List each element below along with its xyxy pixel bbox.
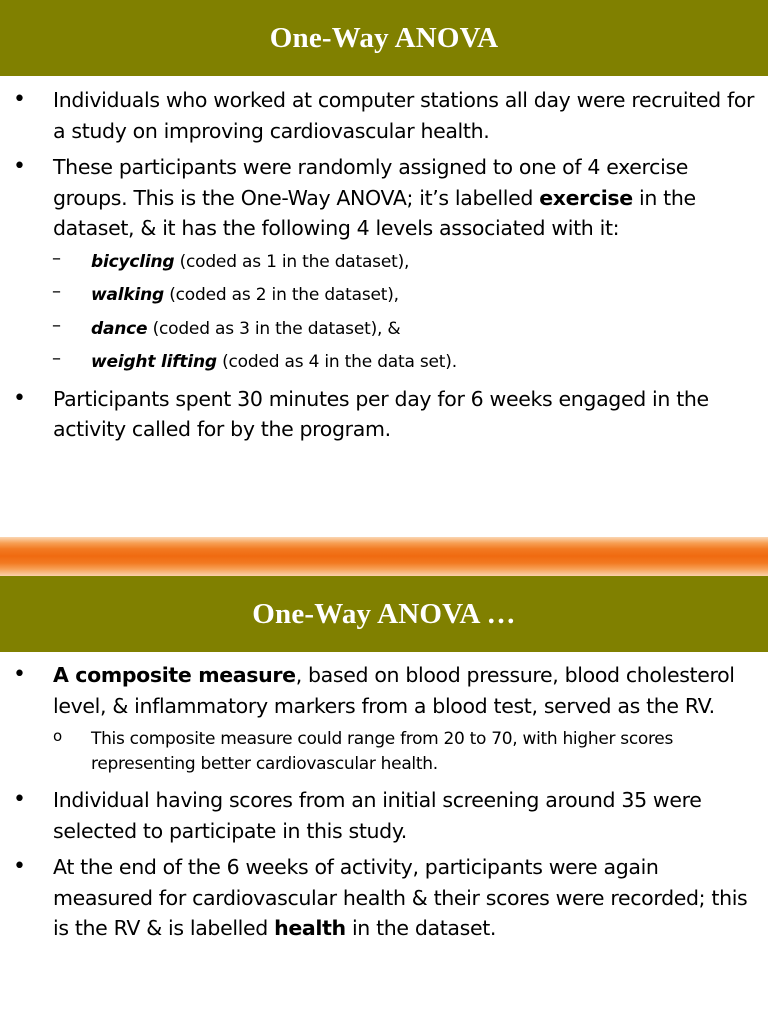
bullet-text: These participants were randomly assigned to one of 4 exercise groups. This is the One-Way ANOVA; it’s labelled	[53, 155, 689, 210]
slide-2-title: One-Way ANOVA …	[252, 597, 516, 630]
slide-1-title-bar	[0, 0, 768, 76]
bullet-dot: •	[13, 854, 26, 879]
bullet-text: Individual having scores from an initial screening around 35 were selected to participate in this study.	[53, 788, 702, 843]
bullet-bold-term: health	[274, 916, 346, 940]
bullet-outcome	[0, 852, 768, 944]
level-name: walking	[91, 285, 165, 305]
level-desc: (coded as 4 in the data set).	[216, 352, 457, 372]
level-item	[0, 350, 768, 375]
level-name: weight lifting	[91, 352, 217, 372]
slide-divider	[0, 537, 768, 576]
dash-marker: –	[52, 247, 61, 269]
bullet-dot: •	[13, 385, 26, 411]
bullet-text: Participants spent 30 minutes per day for 6 weeks engaged in the activity called for by the program.	[53, 386, 709, 441]
sub-bullet-text: This composite measure could range from 20 to 70, with higher scores representing better cardiovascular health.	[91, 729, 674, 774]
slide-2-title-bar	[0, 576, 768, 652]
bullet-assignment	[0, 152, 768, 244]
level-name: bicycling	[91, 251, 175, 272]
dash-marker: –	[52, 281, 61, 302]
bullet-composite-measure	[0, 660, 768, 721]
bullet-text: in the dataset.	[345, 916, 497, 940]
level-desc: (coded as 2 in the dataset),	[164, 285, 399, 305]
bullet-bold-term: A composite measure	[53, 663, 296, 687]
bullet-duration	[0, 384, 768, 445]
slide-1-title: One-Way ANOVA	[269, 21, 499, 54]
level-name: dance	[91, 318, 148, 339]
bullet-bold-term: exercise	[539, 185, 633, 210]
sub-bullet-range	[0, 727, 768, 777]
level-item	[0, 247, 768, 275]
slide-2	[0, 576, 768, 1024]
bullet-text: in the dataset, & it has the following 4 levels associated with it:	[53, 185, 696, 240]
bullet-dot: •	[13, 154, 26, 179]
dash-marker: –	[52, 348, 61, 369]
slide-2-content	[0, 660, 768, 950]
level-desc: (coded as 1 in the dataset),	[174, 251, 410, 272]
bullet-screening	[0, 785, 768, 846]
bullet-text: At the end of the 6 weeks of activity, participants were again measured for cardiovascular health & their scores were recorded; this is the RV & is labelled	[53, 855, 748, 940]
bullet-text: Individuals who worked at computer stations all day were recruited for a study on improving cardiovascular health.	[53, 88, 755, 143]
bullet-dot: •	[13, 787, 26, 812]
dash-marker: –	[52, 314, 61, 336]
level-item	[0, 283, 768, 308]
bullet-text: , based on blood pressure, blood cholesterol level, & inflammatory markers from a blood test, served as the RV.	[53, 663, 735, 718]
slide-1-content	[0, 85, 768, 451]
level-desc: (coded as 3 in the dataset), &	[147, 318, 401, 339]
bullet-dot: •	[13, 662, 26, 687]
circle-marker: o	[53, 727, 62, 745]
bullet-dot: •	[13, 87, 26, 112]
level-item	[0, 314, 768, 342]
bullet-recruitment	[0, 85, 768, 146]
